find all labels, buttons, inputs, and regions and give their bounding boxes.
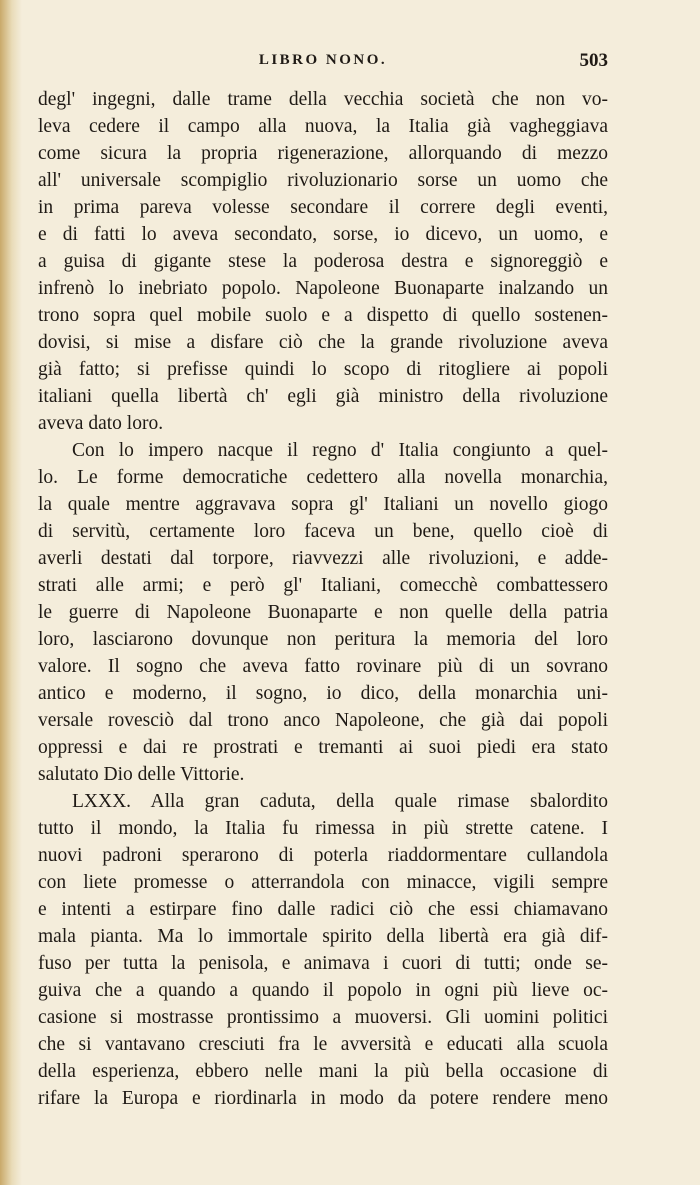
text-line: fuso per tutta la penisola, e animava i cuori di tutti; onde se-	[38, 953, 608, 974]
text-line: trono sopra quel mobile suolo e a dispetto di quello sostenen-	[38, 305, 608, 326]
text-line: le guerre di Napoleone Buonaparte e non quelle della patria	[38, 602, 608, 623]
text-line: strati alle armi; e però gl' Italiani, comecchè combattessero	[38, 575, 608, 596]
text-line: averli destati dal torpore, riavvezzi alle rivoluzioni, e adde-	[38, 548, 608, 569]
page-number: 503	[579, 50, 608, 71]
text-line: all' universale scompiglio rivoluzionario sorse un uomo che	[38, 170, 608, 191]
text-line: leva cedere il campo alla nuova, la Italia già vagheggiava	[38, 116, 608, 137]
page-header	[38, 50, 608, 74]
text-line: casione si mostrasse prontissimo a muoversi. Gli uomini politici	[38, 1007, 608, 1028]
running-title: LIBRO NONO.	[258, 52, 388, 68]
text-line: come sicura la propria rigenerazione, allorquando di mezzo	[38, 143, 608, 164]
text-line: valore. Il sogno che aveva fatto rovinare più di un sovrano	[38, 656, 608, 677]
text-line: italiani quella libertà ch' egli già ministro della rivoluzione	[38, 386, 608, 407]
text-line: rifare la Europa e riordinarla in modo da potere rendere meno	[38, 1088, 608, 1109]
text-line: loro, lasciarono dovunque non peritura la memoria del loro	[38, 629, 608, 650]
text-line: LXXX. Alla gran caduta, della quale rimase sbalordito	[72, 791, 608, 812]
text-line: a guisa di gigante stese la poderosa destra e signoreggiò e	[38, 251, 608, 272]
text-line: mala pianta. Ma lo immortale spirito della libertà era già dif-	[38, 926, 608, 947]
body-text	[38, 86, 608, 1112]
text-line: in prima pareva volesse secondare il correre degli eventi,	[38, 197, 608, 218]
text-line: e di fatti lo aveva secondato, sorse, io dicevo, un uomo, e	[38, 224, 608, 245]
text-line: guiva che a quando a quando il popolo in ogni più lieve oc-	[38, 980, 608, 1001]
text-line: la quale mentre aggravava sopra gl' Italiani un novello giogo	[38, 494, 608, 515]
text-line: Con lo impero nacque il regno d' Italia congiunto a quel-	[72, 440, 608, 461]
text-line: infrenò lo inebriato popolo. Napoleone Buonaparte inalzando un	[38, 278, 608, 299]
text-line: aveva dato loro.	[38, 413, 164, 434]
text-line: degl' ingegni, dalle trame della vecchia società che non vo-	[38, 89, 608, 110]
text-line: lo. Le forme democratiche cedettero alla novella monarchia,	[38, 467, 608, 488]
text-line: già fatto; si prefisse quindi lo scopo di ritogliere ai popoli	[38, 359, 608, 380]
text-line: versale rovesciò dal trono anco Napoleone, che già dai popoli	[38, 710, 608, 731]
text-line: con liete promesse o atterrandola con minacce, vigili sempre	[38, 872, 608, 893]
text-line: e intenti a estirpare fino dalle radici ciò che essi chiamavano	[38, 899, 608, 920]
text-line: dovisi, si mise a disfare ciò che la grande rivoluzione aveva	[38, 332, 608, 353]
text-line: nuovi padroni sperarono di poterla riaddormentare cullandola	[38, 845, 608, 866]
text-line: oppressi e dai re prostrati e tremanti ai suoi piedi era stato	[38, 737, 608, 758]
text-line: tutto il mondo, la Italia fu rimessa in più strette catene. I	[38, 818, 608, 839]
text-line: di servitù, certamente loro faceva un bene, quello cioè di	[38, 521, 608, 542]
text-line: salutato Dio delle Vittorie.	[38, 764, 245, 785]
text-line: antico e moderno, il sogno, io dico, della monarchia uni-	[38, 683, 608, 704]
text-line: della esperienza, ebbero nelle mani la più bella occasione di	[38, 1061, 608, 1082]
text-line: che si vantavano cresciuti fra le avversità e educati alla scuola	[38, 1034, 608, 1055]
